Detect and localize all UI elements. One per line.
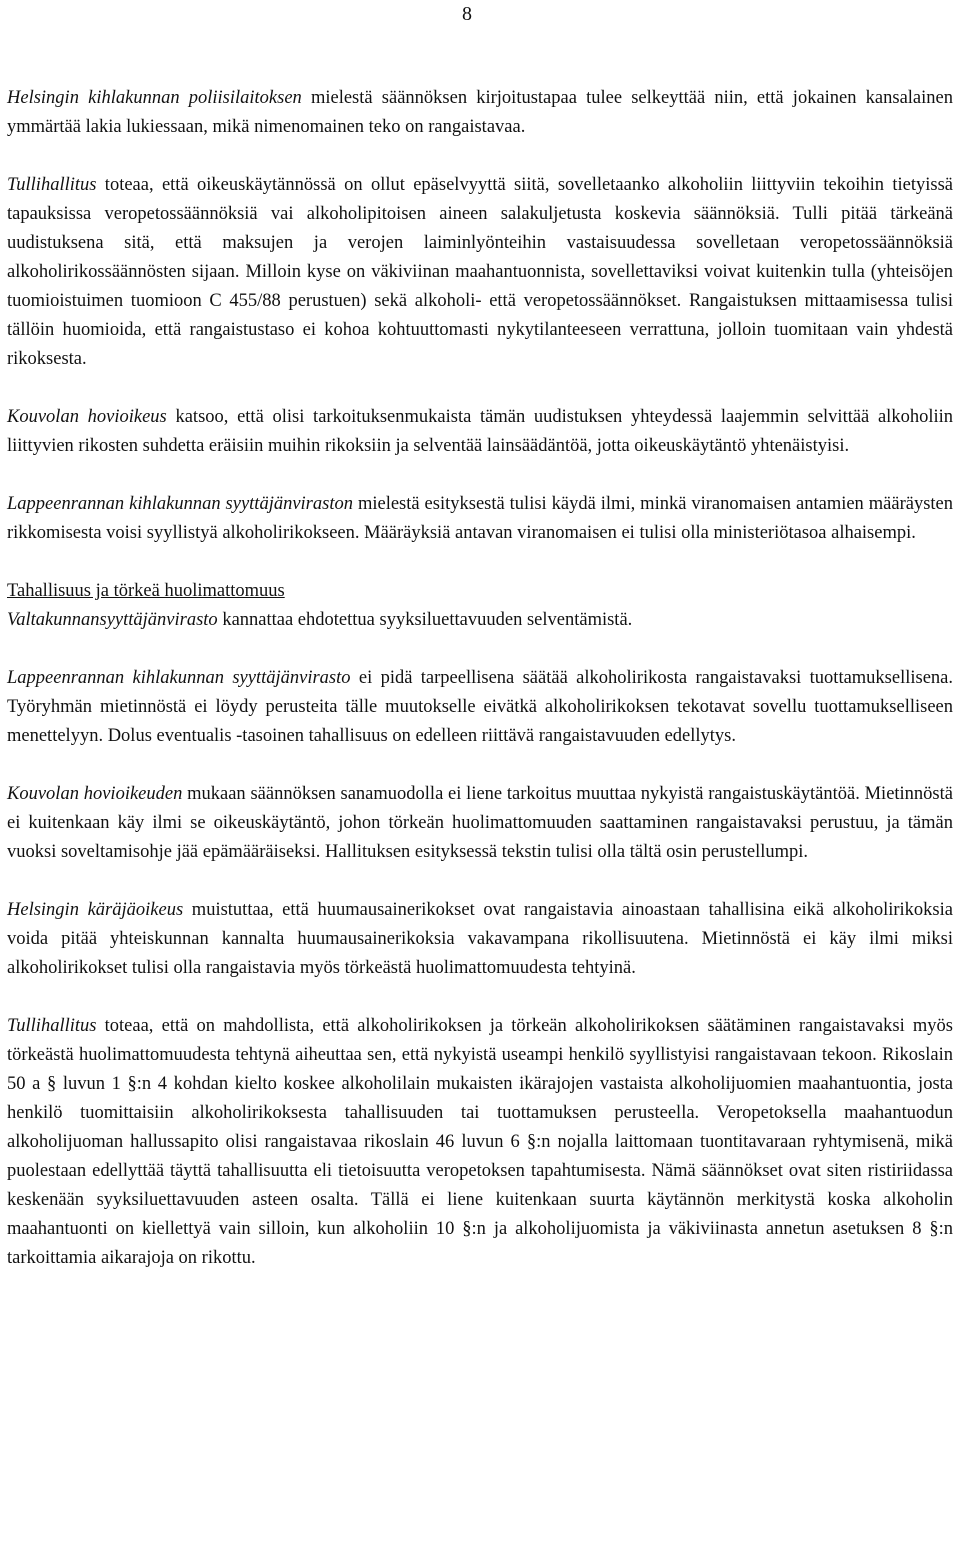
organization-name: Tullihallitus xyxy=(7,175,97,195)
statement-tullihallitus-2 xyxy=(7,1012,953,1273)
statement-kouvola-court-2 xyxy=(7,780,953,867)
statement-lappeenranta-1 xyxy=(7,490,953,548)
statement-kouvola-court-1 xyxy=(7,403,953,461)
statement-text: toteaa, että oikeuskäytännössä on ollut epäselvyyttä siitä, sovelletaanko alkoholiin liittyviin tekoihin tietyissä tapauksissa veropetossäännöksiä vai alkoholipitoisen aineen salakuljetusta koskevia säännöksiä. Tulli pitää tärkeänä uudistuksena sitä, että maksujen ja verojen laiminlyönteihin vastaisuudessa sovelletaan veropetossäännöksiä alkoholirikossäännösten sijaan. Milloin kyse on väkiviinan maahantuonnista, sovellettaviksi voivat kuitenkin tulla (yhteisöjen tuomioistuimen tuomioon C 455/88 perustuen) sekä alkoholi- että veropetossäännökset. Rangaistuksen mittaamisessa tulisi tällöin huomioida, että rangaistustaso ei kohoa kohtuuttomasti nykytilanteeseen verrattuna, jolloin tuomitaan vain yhdestä rikoksesta. xyxy=(7,175,953,369)
document-body xyxy=(7,84,953,1273)
organization-name: Kouvolan hovioikeus xyxy=(7,407,167,427)
page-number: 8 xyxy=(462,3,472,25)
statement-text: toteaa, että on mahdollista, että alkoholirikoksen ja törkeän alkoholirikoksen säätäminen rangaistavaksi myös törkeästä huolimattomuudesta tehtynä aiheuttaa sen, että nykyistä useampi henkilö syyllistyisi rangaistavaan tekoon. Rikoslain 50 a § luvun 1 §:n 4 kohdan kielto koskee alkoholilain mukaisten ikärajojen vastaista alkoholijuomien maahantuontia, josta henkilö tuomittaisiin alkoholirikoksesta tahallisuuden tai tuottamuksen perusteella. Veropetoksella maahantuodun alkoholijuoman hallussapito olisi rangaistavaa rikoslain 46 luvun 6 §:n nojalla laittomaan tuontitavaraan ryhtymisenä, mikä puolestaan edellyttää täyttä tahallisuutta eli tietoisuutta veropetoksen tapahtumisesta. Nämä säännökset ovat siten ristiriidassa keskenään syyksiluettavuuden asteen osalta. Tällä ei liene kuitenkaan suurta käytännön merkitystä koska alkoholin maahantuonti on kiellettyä vain silloin, kun alkoholiin 10 §:n ja alkoholijuomista ja väkiviinasta annetun asetuksen 8 §:n tarkoittamia aikarajoja on rikottu. xyxy=(7,1016,953,1268)
organization-name: Tullihallitus xyxy=(7,1016,97,1036)
statement-helsinki-police xyxy=(7,84,953,142)
organization-name: Helsingin käräjäoikeus xyxy=(7,900,184,920)
statement-helsinki-district-court xyxy=(7,896,953,983)
statement-text: muistuttaa, että huumausainerikokset ovat rangaistavia ainoastaan tahallisina eikä alkoholirikoksia voida pitää yhteiskunnan kannalta huumausainerikoksia vakavampana rikollisuutena. Mietinnöstä ei käy ilmi miksi alkoholirikokset tulisi olla rangaistavia myös törkeästä huolimattomuudesta tehtyinä. xyxy=(7,900,953,978)
section-heading: Tahallisuus ja törkeä huolimattomuus xyxy=(7,581,285,601)
statement-text: mielestä esityksestä tulisi käydä ilmi, minkä viranomaisen antamien määräysten rikkomisesta voisi syyllistyä alkoholirikokseen. Määräyksiä antavan viranomaisen ei tulisi olla ministeriötasoa alhaisempi. xyxy=(7,494,954,543)
statement-lappeenranta-2 xyxy=(7,664,953,751)
statement-text: mukaan säännöksen sanamuodolla ei liene tarkoitus muuttaa nykyistä rangaistuskäytäntöä. Mietinnöstä ei kuitenkaan käy ilmi se oikeuskäytäntö, johon törkeän huolimattomuuden saattaminen rangaistavaksi perustuu, ja tämän vuoksi soveltamisohje jää epämääräiseksi. Hallituksen esityksessä tekstin tulisi olla tältä osin perustellumpi. xyxy=(7,784,953,862)
statement-text: ei pidä tarpeellisena säätää alkoholirikosta rangaistavaksi tuottamuksellisena. Työryhmän mietinnöstä ei löydy perusteita tälle muutokselle eivätkä alkoholirikoksen tekotavat sovellu tuottamukselliseen menettelyyn. Dolus eventualis -tasoinen tahallisuus on edelleen riittävä rangaistavuuden edellytys. xyxy=(7,668,954,746)
statement-tullihallitus-1 xyxy=(7,171,953,374)
statement-text: katsoo, että olisi tarkoituksenmukaista tämän uudistuksen yhteydessä laajemmin selvittää alkoholiin liittyvien rikosten suhdetta eräisiin muihin rikoksiin ja selventää lainsäädäntöä, jotta oikeuskäytäntö yhtenäistyisi. xyxy=(7,407,953,456)
statement-text: kannattaa ehdotettua syyksiluettavuuden selventämistä. xyxy=(217,610,633,630)
organization-name: Helsingin kihlakunnan poliisilaitoksen xyxy=(7,88,302,108)
organization-name: Valtakunnansyyttäjänvirasto xyxy=(7,610,218,630)
section-intent-negligence xyxy=(7,577,953,635)
organization-name: Kouvolan hovioikeuden xyxy=(7,784,183,804)
organization-name: Lappeenrannan kihlakunnan syyttäjänviraston xyxy=(7,494,353,514)
statement-text: mielestä säännöksen kirjoitustapaa tulee selkeyttää niin, että jokainen kansalainen ymmärtää lakia lukiessaan, mikä nimenomainen teko on rangaistavaa. xyxy=(7,88,953,137)
organization-name: Lappeenrannan kihlakunnan syyttäjänvirasto xyxy=(7,668,351,688)
